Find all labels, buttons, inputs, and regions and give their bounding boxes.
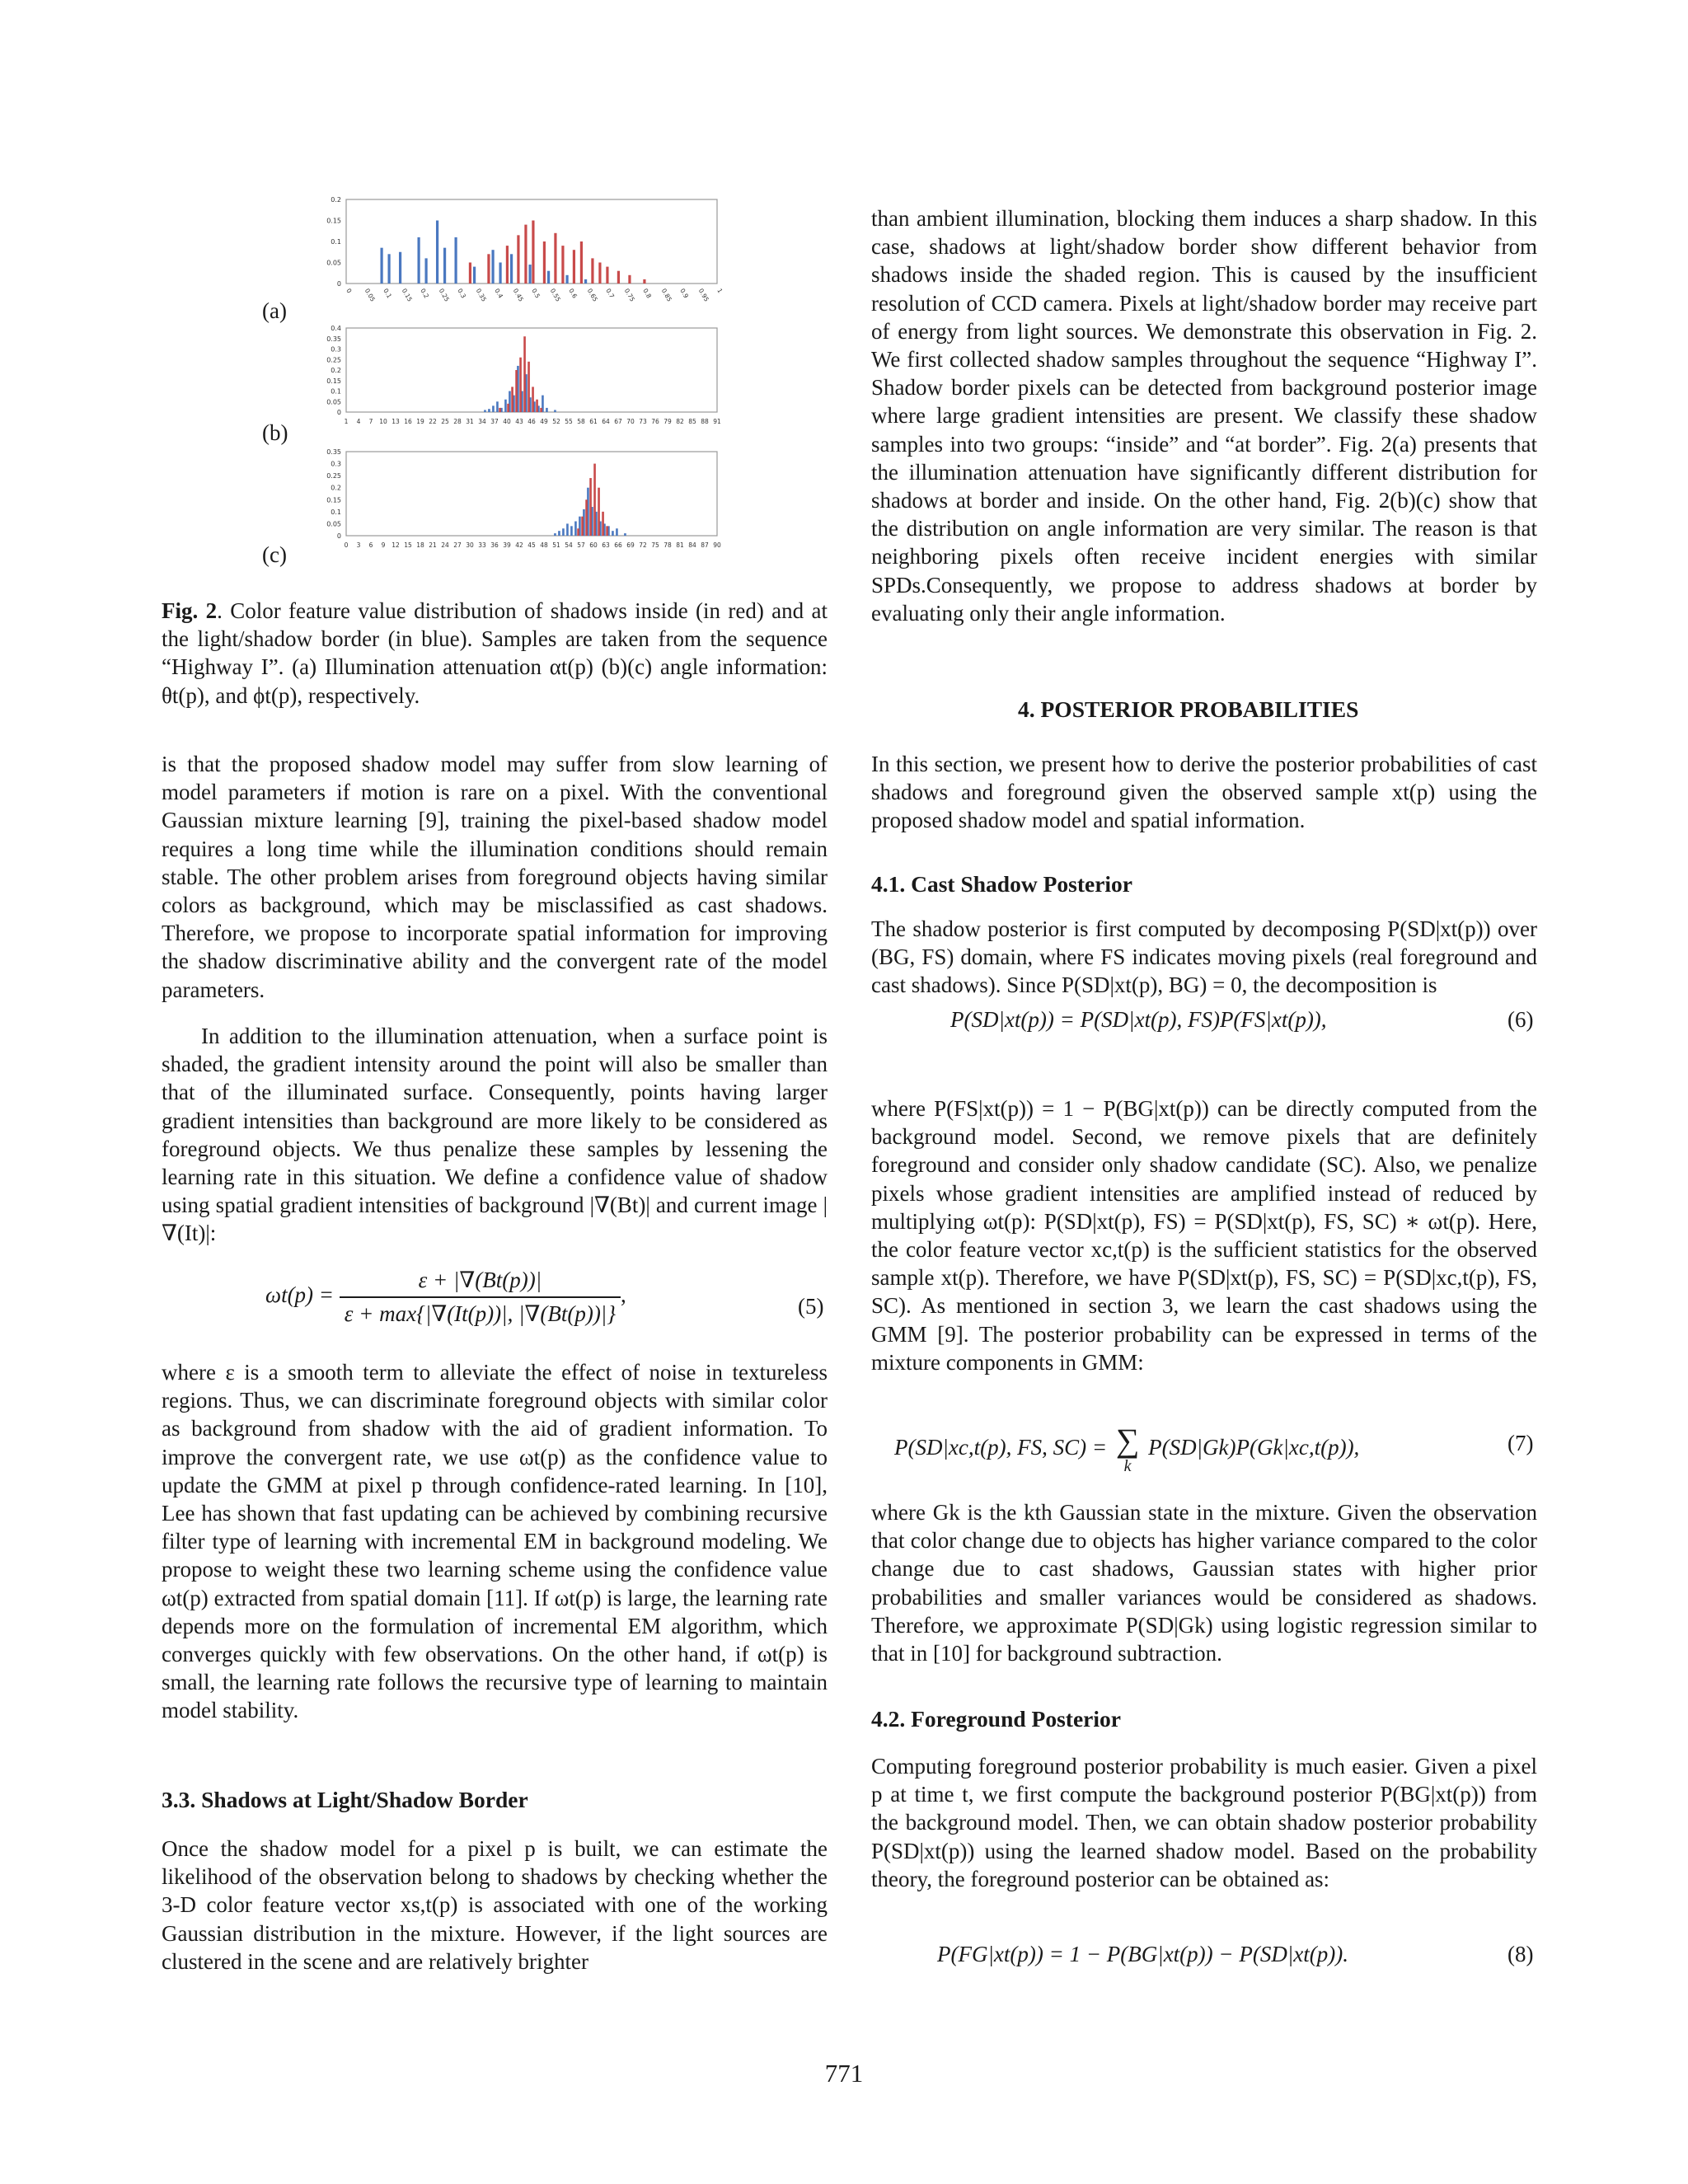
x-tick-label: 16 [404, 418, 412, 425]
x-tick-label: 28 [453, 418, 462, 425]
x-tick-label: 70 [626, 418, 635, 425]
y-tick-label: 0 [336, 280, 341, 288]
paragraph-right-4: where P(FS|xt(p)) = 1 − P(BG|xt(p)) can be directly computed from the background model. Second, we remove pixels that are definitely foreground and consider only shadow candidate (SC). Also, we penalize pixels whose gradient intensities are amplified instead of reduced by multiplying ωt(p): P(SD|xt(p), FS) = P(SD|xt(p), FS, SC) ∗ ωt(p). Here, the color feature vector xc,t(p) is the sufficient statistics for the observed sample xt(p). Therefore, we have P(SD|xt(p), FS, SC) = P(SD|xc,t(p), FS, SC). As mentioned in section 3, we learn the cast shadows using the GMM [9]. The posterior probability can be expressed in terms of the mixture components in GMM: [871, 1096, 1537, 1375]
x-tick-label: 10 [379, 418, 387, 425]
x-tick-label: 73 [639, 418, 647, 425]
x-tick-label: 33 [478, 541, 486, 549]
plot-frame [346, 328, 717, 412]
bar [532, 221, 534, 284]
x-tick-label: 0.7 [604, 287, 617, 300]
bar [598, 263, 601, 284]
x-tick-label: 0.2 [419, 287, 431, 300]
bar [565, 275, 568, 284]
x-tick-label: 63 [602, 541, 610, 549]
x-tick-label: 7 [368, 418, 373, 425]
bar [554, 410, 556, 412]
x-tick-label: 46 [528, 418, 536, 425]
x-tick-label: 72 [639, 541, 647, 549]
x-tick-label: 79 [663, 418, 672, 425]
equation-7 [894, 1424, 1359, 1475]
bar [573, 250, 575, 284]
paragraph-right-6: Computing foreground posterior probability is much easier. Given a pixel p at time t, we first compute the background posterior P(BG|xt(p)) from the background model. Then, we can obtain shadow posterior probability P(SD|xt(p)) using the learned shadow model. Based on the probability theory, the foreground posterior can be obtained as: [871, 1754, 1537, 1891]
x-tick-label: 64 [602, 418, 610, 425]
paragraph-left-4: Once the shadow model for a pixel p is built, we can estimate the likelihood of the observation belong to shadows by checking whether the 3-D color feature vector xs,t(p) is associated with one of the working Gaussian distribution in the mixture. However, if the light sources are clustered in the scene and are relatively brighter [162, 1836, 828, 1974]
x-tick-label: 24 [441, 541, 449, 549]
eq6-number: (6) [1507, 1007, 1534, 1032]
x-tick-label: 36 [490, 541, 499, 549]
bar [387, 254, 390, 284]
bar [510, 254, 513, 284]
chart-panel-c [313, 447, 725, 570]
eq5-tail: , [621, 1282, 626, 1308]
bar [532, 387, 534, 412]
bar [399, 252, 401, 284]
bar [580, 241, 583, 284]
x-tick-label: 88 [701, 418, 709, 425]
caption-text: . Color feature value distribution of shadows inside (in red) and at the light/shadow border (in blue). Samples are taken from the sequence “Highway I”. (a) Illumination attenuation αt(p) (b)(c) angle information: θt(p), and ϕt(p), respectively. [162, 598, 828, 708]
x-tick-label: 51 [552, 541, 560, 549]
plot-frame [346, 199, 717, 284]
y-tick-label: 0.05 [326, 520, 341, 528]
bar [380, 248, 382, 284]
x-tick-label: 69 [626, 541, 635, 549]
eq5-number: (5) [798, 1294, 824, 1319]
eq5-numerator: ε + |∇(Bt(p))| [340, 1268, 621, 1298]
x-tick-label: 0.35 [474, 287, 488, 303]
x-tick-label: 0 [344, 541, 349, 549]
bar [519, 358, 522, 412]
eq7-summation [1116, 1424, 1140, 1475]
x-tick-label: 52 [552, 418, 560, 425]
x-tick-label: 84 [688, 541, 696, 549]
y-tick-label: 0.05 [326, 259, 341, 267]
x-tick-label: 6 [368, 541, 373, 549]
y-tick-label: 0 [336, 532, 341, 540]
equation-6: P(SD|xt(p)) = P(SD|xt(p), FS)P(FS|xt(p)), [950, 1007, 1327, 1032]
x-tick-label: 18 [416, 541, 424, 549]
bar [547, 271, 550, 284]
x-tick-label: 54 [565, 541, 573, 549]
bar [585, 499, 588, 536]
bar [617, 271, 620, 284]
bar [584, 279, 587, 284]
bar [616, 528, 618, 536]
paragraph-left-2: In addition to the illumination attenuation, when a surface point is shaded, the gradient intensity around the point will also be smaller than that of the illuminated surface. Consequently, points having larger gradient intensities than background are more likely to be considered as foreground objects. We thus penalize these samples by lessening the learning rate in this situation. We define a confidence value of shadow using spatial gradient intensities of background |∇(Bt)| and current image |∇(It)|: [162, 1024, 828, 1246]
y-tick-label: 0.25 [326, 472, 341, 480]
x-tick-label: 12 [392, 541, 400, 549]
bar [602, 512, 604, 536]
bar [496, 401, 499, 412]
bar [562, 528, 565, 536]
bar [606, 267, 608, 284]
x-tick-label: 0.45 [511, 287, 525, 303]
x-tick-label: 81 [676, 541, 684, 549]
x-tick-label: 61 [589, 418, 598, 425]
equation-8: P(FG|xt(p)) = 1 − P(BG|xt(p)) − P(SD|xt(p)). [937, 1942, 1348, 1966]
eq8-number: (8) [1507, 1942, 1534, 1966]
x-tick-label: 0 [345, 287, 354, 295]
eq5-denominator: ε + max{|∇(It(p))|, |∇(Bt(p))|} [344, 1301, 617, 1326]
eq5-lhs: ωt(p) = [265, 1282, 335, 1308]
bar [546, 408, 548, 412]
x-tick-label: 0.85 [659, 287, 673, 303]
x-tick-label: 82 [676, 418, 684, 425]
x-tick-label: 76 [651, 418, 659, 425]
y-tick-label: 0.3 [331, 345, 341, 354]
bar [511, 387, 513, 412]
x-tick-label: 0.15 [400, 287, 414, 303]
sum-symbol: ∑ [1115, 1422, 1140, 1459]
bar [561, 246, 564, 284]
y-tick-label: 0.3 [331, 460, 341, 468]
x-tick-label: 0.4 [493, 287, 505, 300]
x-tick-label: 48 [540, 541, 548, 549]
x-tick-label: 0.8 [641, 287, 654, 300]
x-tick-label: 25 [441, 418, 449, 425]
x-tick-label: 90 [713, 541, 721, 549]
bar [566, 523, 569, 536]
caption-label: Fig. 2 [162, 598, 218, 623]
section-heading-4-1: 4.1. Cast Shadow Posterior [871, 871, 1133, 897]
x-tick-label: 66 [614, 541, 622, 549]
bar [624, 533, 626, 536]
bar [484, 410, 486, 412]
x-tick-label: 27 [453, 541, 462, 549]
y-tick-label: 0.1 [331, 238, 341, 246]
bar [487, 254, 490, 284]
bar [473, 267, 476, 284]
paragraph-left-1: is that the proposed shadow model may suffer from slow learning of model parameters if motion is rare on a pixel. With the conventional Gaussian mixture learning [9], training the pixel-based shadow model requires a long time while the illumination conditions should remain stable. The other problem arises from foreground objects having similar colors as background, which may be misclassified as cast shadows. Therefore, we propose to incorporate spatial information for improving the shadow discriminative ability and the convergent rate of the model parameters. [162, 752, 828, 1002]
x-tick-label: 0.5 [530, 287, 542, 300]
x-tick-label: 21 [429, 541, 437, 549]
x-tick-label: 9 [381, 541, 386, 549]
section-heading-4: 4. POSTERIOR PROBABILITIES [1018, 696, 1359, 722]
x-tick-label: 58 [577, 418, 585, 425]
x-tick-label: 0.9 [678, 287, 691, 300]
x-tick-label: 75 [651, 541, 659, 549]
plot-frame [346, 452, 717, 536]
bar [515, 370, 518, 412]
chart-panel-a [313, 194, 725, 318]
x-tick-label: 42 [515, 541, 523, 549]
x-tick-label: 0.3 [456, 287, 468, 300]
bar [523, 336, 526, 412]
x-tick-label: 39 [503, 541, 511, 549]
bar [499, 263, 501, 284]
y-tick-label: 0.15 [326, 377, 341, 385]
x-tick-label: 87 [701, 541, 709, 549]
bar [628, 275, 631, 284]
x-tick-label: 91 [713, 418, 721, 425]
bar [443, 248, 446, 284]
y-tick-label: 0.1 [331, 387, 341, 396]
bar [612, 531, 614, 536]
bar [528, 362, 530, 412]
x-tick-label: 37 [490, 418, 499, 425]
section-heading-3-3: 3.3. Shadows at Light/Shadow Border [162, 1787, 528, 1812]
y-tick-label: 0.2 [331, 484, 341, 492]
bar [543, 241, 546, 284]
x-tick-label: 1 [715, 287, 724, 295]
x-tick-label: 40 [503, 418, 511, 425]
x-tick-label: 19 [416, 418, 424, 425]
eq7-number: (7) [1507, 1431, 1534, 1455]
bar [593, 464, 596, 536]
bar [499, 408, 501, 412]
bar [504, 400, 507, 412]
y-tick-label: 0.4 [331, 325, 341, 332]
bar [581, 517, 584, 536]
bar [574, 522, 577, 536]
bar [554, 533, 556, 536]
y-tick-label: 0.2 [331, 196, 341, 204]
paragraph-right-2: In this section, we present how to derive the posterior probabilities of cast shadows and foreground given the observed sample xt(p) using the proposed shadow model and spatial information. [871, 752, 1537, 833]
x-tick-label: 67 [614, 418, 622, 425]
bar [491, 250, 494, 284]
x-tick-label: 43 [515, 418, 523, 425]
bar [488, 409, 490, 412]
x-tick-label: 34 [478, 418, 486, 425]
paragraph-right-1: than ambient illumination, blocking them induces a sharp shadow. In this case, shadows at light/shadow border show different behavior from shadows inside the shaded region. This is caused by the insufficient resolution of CCD camera. Pixels at light/shadow border may receive part of energy from light sources. We demonstrate this observation in Fig. 2. We first collected shadow samples throughout the sequence “Highway I”. Shadow border pixels can be detected from background posterior image where large gradient intensities are present. We classify these shadow samples into two groups: “inside” and “at border”. Fig. 2(a) presents that the illumination attenuation have significantly different distribution for shadows at border and inside. On the other hand, Fig. 2(b)(c) show that the distribution on angle information are very similar. The reason is that neighboring pixels often receive incident energies with similar SPDs.Consequently, we propose to address shadows at border by evaluating only their angle information. [871, 206, 1537, 626]
y-tick-label: 0.05 [326, 398, 341, 406]
y-tick-label: 0.25 [326, 356, 341, 364]
bar [558, 531, 560, 536]
panel-label-c: (c) [262, 542, 287, 567]
x-tick-label: 0.55 [548, 287, 562, 303]
bar [643, 279, 645, 284]
x-tick-label: 49 [540, 418, 548, 425]
x-tick-label: 13 [392, 418, 400, 425]
bar [528, 265, 531, 284]
x-tick-label: 0.75 [622, 287, 636, 303]
x-tick-label: 0.25 [437, 287, 451, 303]
bar [589, 478, 592, 536]
chart-panel-b [313, 323, 725, 447]
bar [507, 404, 509, 412]
y-tick-label: 0.15 [326, 217, 341, 225]
x-tick-label: 22 [429, 418, 437, 425]
panel-label-a: (a) [262, 298, 287, 323]
y-tick-label: 0.1 [331, 508, 341, 516]
x-tick-label: 15 [404, 541, 412, 549]
page-number: 771 [824, 2059, 864, 2088]
x-tick-label: 4 [356, 418, 361, 425]
y-tick-label: 0 [336, 409, 341, 416]
paragraph-left-3: where ε is a smooth term to alleviate the effect of noise in textureless regions. Thus, we can discriminate foreground objects with similar color as background from shadow with the aid of gradient information. To improve the convergent rate, we use ωt(p) as the confidence value to update the GMM at pixel p through confidence-rated learning. In [10], Lee has shown that fast updating can be achieved by combining recursive filter type of learning with incremental EM in background modeling. We propose to weight these two learning scheme using the confidence value ωt(p) extracted from spatial domain [11]. If ωt(p) is large, the learning rate depends more on the formulation of incremental EM algorithm, which converges quickly with few observations. On the other hand, if ωt(p) is small, the learning rate follows the recursive type of learning to maintain model stability. [162, 1360, 828, 1723]
bar [598, 488, 600, 536]
x-tick-label: 57 [577, 541, 585, 549]
eq7-rhs: P(SD|Gk)P(Gk|xc,t(p)), [1148, 1435, 1360, 1460]
x-tick-label: 0.6 [567, 287, 579, 300]
figure-caption [162, 597, 828, 710]
bar [469, 263, 471, 284]
bar [417, 237, 420, 284]
bar [517, 235, 519, 284]
x-tick-label: 85 [688, 418, 696, 425]
x-tick-label: 1 [344, 418, 349, 425]
x-tick-label: 0.65 [585, 287, 599, 303]
y-tick-label: 0.35 [326, 448, 341, 456]
bar [591, 258, 593, 284]
x-tick-label: 60 [589, 541, 598, 549]
eq5-fraction [340, 1268, 621, 1327]
y-tick-label: 0.15 [326, 496, 341, 504]
x-tick-label: 31 [466, 418, 474, 425]
sum-index: k [1123, 1457, 1132, 1475]
paragraph-right-5: where Gk is the kth Gaussian state in the mixture. Given the observation that color change due to objects has higher variance compared to the color change due to cast shadows, Gaussian states with higher prior probabilities and smaller variances would be considered as shadows. Therefore, we approximate P(SD|Gk) using logistic regression similar to that in [10] for background subtraction. [871, 1500, 1537, 1666]
paragraph-right-3: The shadow posterior is first computed by decomposing P(SD|xt(p)) over (BG, FS) domain, where FS indicates moving pixels (real foreground and cast shadows). Since P(SD|xt(p), BG) = 0, the decomposition is [871, 916, 1537, 998]
bar [492, 405, 495, 412]
equation-5 [265, 1268, 626, 1327]
bar [554, 233, 556, 284]
x-tick-label: 0.05 [363, 287, 377, 303]
bar [570, 526, 573, 536]
x-tick-label: 0.95 [696, 287, 710, 303]
section-heading-4-2: 4.2. Foreground Posterior [871, 1706, 1121, 1732]
bar [454, 237, 457, 284]
x-tick-label: 0.1 [382, 287, 394, 300]
x-tick-label: 30 [466, 541, 474, 549]
bar [536, 400, 538, 412]
x-tick-label: 78 [663, 541, 672, 549]
eq7-lhs: P(SD|xc,t(p), FS, SC) = [894, 1435, 1108, 1460]
bar [577, 528, 579, 536]
y-tick-label: 0.35 [326, 335, 341, 343]
bar [540, 408, 542, 412]
bar [606, 526, 608, 536]
bar [524, 225, 527, 284]
y-tick-label: 0.2 [331, 367, 341, 374]
x-tick-label: 3 [356, 541, 361, 549]
bar [436, 221, 438, 284]
panel-label-b: (b) [262, 420, 288, 445]
x-tick-label: 45 [528, 541, 536, 549]
x-tick-label: 55 [565, 418, 573, 425]
bar [506, 246, 509, 284]
bar [424, 258, 427, 284]
